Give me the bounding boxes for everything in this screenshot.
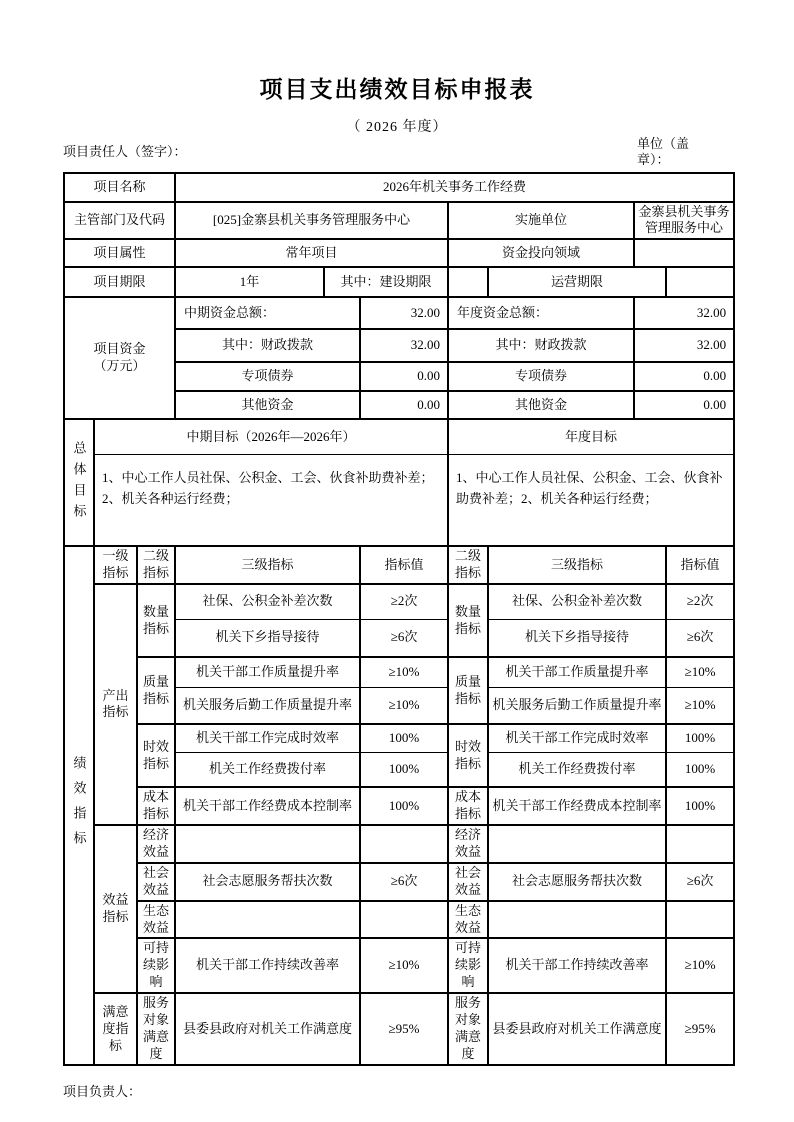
l2-cost-left: 成本指标 (137, 787, 175, 825)
ind-value-left-9 (360, 901, 448, 939)
funding-year-label-3: 其他资金 (448, 391, 634, 419)
signer-label: 项目责任人（签字）： (63, 143, 187, 159)
build-period-value (448, 267, 488, 297)
funding-label-line1: 项目资金 (93, 341, 146, 357)
funding-mid-value-3: 0.00 (360, 391, 448, 419)
perf-section-label (64, 546, 94, 1065)
page-title: 项目支出绩效目标申报表 (259, 76, 535, 102)
project-name-value: 2026年机关事务工作经费 (175, 173, 734, 202)
ind-name-left-7 (175, 825, 360, 863)
ind-name-left-11: 县委县政府对机关工作满意度 (175, 993, 360, 1065)
ind-value-right-9 (666, 901, 734, 939)
funding-mid-value-0: 32.00 (360, 297, 448, 329)
build-period-label: 其中：建设期限 (324, 267, 448, 297)
oper-period-label: 运营期限 (488, 267, 666, 297)
funding-year-value-1: 32.00 (634, 329, 734, 362)
ind-name-right-7 (488, 825, 666, 863)
perf-header-l2-left: 二级指标 (137, 546, 175, 584)
l2-quantity-left: 数量指标 (137, 584, 175, 657)
l2-cost-right: 成本指标 (448, 787, 488, 825)
ind-name-right-3: 机关服务后勤工作质量提升率 (488, 687, 666, 724)
ind-name-left-9 (175, 901, 360, 939)
ind-value-left-7 (360, 825, 448, 863)
invest-field-label: 资金投向领域 (448, 239, 634, 267)
l2-economic-left: 经济效益 (137, 825, 175, 863)
ind-value-left-8: ≥6次 (360, 863, 448, 901)
annual-goal-header: 年度目标 (448, 419, 734, 454)
ind-name-left-2: 机关干部工作质量提升率 (175, 657, 360, 687)
row-goal-texts (64, 454, 734, 546)
ind-name-left-3: 机关服务后勤工作质量提升率 (175, 687, 360, 724)
goals-section-label (64, 419, 94, 546)
perf-header-value-right: 指标值 (666, 546, 734, 584)
ind-value-right-5: 100% (666, 752, 734, 787)
ind-name-right-5: 机关工作经费拨付率 (488, 752, 666, 787)
l2-ecological-right: 生态效益 (448, 901, 488, 939)
ind-value-right-10: ≥10% (666, 938, 734, 993)
funding-label-line2: （万元） (93, 358, 146, 374)
ind-value-right-0: ≥2次 (666, 584, 734, 619)
funding-year-label-0: 年度资金总额： (448, 297, 634, 329)
annual-goal-text: 1、中心工作人员社保、公积金、工会、伙食补助费补差；2、机关各种运行经费； (448, 454, 734, 546)
ind-name-right-9 (488, 901, 666, 939)
row-ind-4 (64, 724, 734, 752)
l2-sustainable-left: 可持续影响 (137, 938, 175, 993)
funding-mid-value-2: 0.00 (360, 362, 448, 391)
row-funding-total (64, 297, 734, 329)
l2-quality-left: 质量指标 (137, 657, 175, 724)
project-manager-label: 项目负责人： (63, 1084, 142, 1100)
row-goal-headers (64, 419, 734, 454)
impl-unit-label: 实施单位 (448, 202, 634, 240)
l2-service-left: 服务对象满意度 (137, 993, 175, 1065)
period-label: 项目期限 (64, 267, 175, 297)
row-ind-7 (64, 825, 734, 863)
l2-timeliness-left: 时效指标 (137, 724, 175, 787)
ind-name-left-5: 机关工作经费拨付率 (175, 752, 360, 787)
ind-value-right-2: ≥10% (666, 657, 734, 687)
ind-value-right-3: ≥10% (666, 687, 734, 724)
row-period (64, 267, 734, 297)
funding-mid-label-3: 其他资金 (175, 391, 360, 419)
row-ind-0 (64, 584, 734, 619)
header-row (63, 136, 733, 169)
ind-value-left-11: ≥95% (360, 993, 448, 1065)
funding-year-value-0: 32.00 (634, 297, 734, 329)
ind-value-left-10: ≥10% (360, 938, 448, 993)
mid-goal-text: 1、中心工作人员社保、公积金、工会、伙食补助费补差；2、机关各种运行经费； (94, 454, 448, 546)
l1-satisfaction-cell: 满意度指标 (94, 993, 137, 1065)
ind-value-right-6: 100% (666, 787, 734, 825)
unit-seal-label: 单位（盖章）： (637, 136, 690, 168)
mid-goal-header: 中期目标（2026年—2026年） (94, 419, 448, 454)
row-ind-8 (64, 863, 734, 901)
ind-value-right-8: ≥6次 (666, 863, 734, 901)
l2-quantity-right: 数量指标 (448, 584, 488, 657)
funding-mid-label-0: 中期资金总额： (175, 297, 360, 329)
dept-code-label: 主管部门及代码 (64, 202, 175, 240)
ind-name-left-6: 机关干部工作经费成本控制率 (175, 787, 360, 825)
attr-label: 项目属性 (64, 239, 175, 267)
l2-social-left: 社会效益 (137, 863, 175, 901)
row-project-name (64, 173, 734, 202)
funding-year-value-2: 0.00 (634, 362, 734, 391)
row-ind-2 (64, 657, 734, 687)
row-perf-header (64, 546, 734, 584)
ind-value-right-7 (666, 825, 734, 863)
funding-mid-value-1: 32.00 (360, 329, 448, 362)
ind-value-right-4: 100% (666, 724, 734, 752)
project-name-label: 项目名称 (64, 173, 175, 202)
perf-header-l3-right: 三级指标 (488, 546, 666, 584)
ind-value-left-3: ≥10% (360, 687, 448, 724)
ind-value-right-1: ≥6次 (666, 619, 734, 657)
ind-name-right-11: 县委县政府对机关工作满意度 (488, 993, 666, 1065)
ind-name-right-4: 机关干部工作完成时效率 (488, 724, 666, 752)
l2-economic-right: 经济效益 (448, 825, 488, 863)
perf-header-l3-left: 三级指标 (175, 546, 360, 584)
funding-mid-label-2: 专项债券 (175, 362, 360, 391)
declaration-form-table (63, 172, 735, 1067)
l2-service-right: 服务对象满意度 (448, 993, 488, 1065)
row-dept (64, 202, 734, 240)
ind-name-left-1: 机关下乡指导接待 (175, 619, 360, 657)
row-ind-6 (64, 787, 734, 825)
ind-name-right-1: 机关下乡指导接待 (488, 619, 666, 657)
perf-section-label-text: 绩效指标 (71, 755, 87, 856)
ind-name-right-10: 机关干部工作持续改善率 (488, 938, 666, 993)
dept-code-value: [025]金寨县机关事务管理服务中心 (175, 202, 448, 240)
l1-output-cell: 产出指标 (94, 584, 137, 825)
l2-timeliness-right: 时效指标 (448, 724, 488, 787)
funding-year-label-2: 专项债券 (448, 362, 634, 391)
attr-value: 常年项目 (175, 239, 448, 267)
perf-header-value-left: 指标值 (360, 546, 448, 584)
row-ind-10 (64, 938, 734, 993)
ind-name-right-0: 社保、公积金补差次数 (488, 584, 666, 619)
perf-header-l1: 一级指标 (94, 546, 137, 584)
ind-name-right-2: 机关干部工作质量提升率 (488, 657, 666, 687)
funding-mid-label-1: 其中：财政拨款 (175, 329, 360, 362)
l2-sustainable-right: 可持续影响 (448, 938, 488, 993)
ind-name-right-6: 机关干部工作经费成本控制率 (488, 787, 666, 825)
ind-value-left-4: 100% (360, 724, 448, 752)
impl-unit-value: 金寨县机关事务管理服务中心 (634, 202, 734, 240)
l2-ecological-left: 生态效益 (137, 901, 175, 939)
ind-name-left-10: 机关干部工作持续改善率 (175, 938, 360, 993)
oper-period-value (666, 267, 734, 297)
ind-value-left-0: ≥2次 (360, 584, 448, 619)
l1-benefit-cell: 效益指标 (94, 825, 137, 993)
row-ind-9 (64, 901, 734, 939)
goals-section-label-text: 总体目标 (71, 440, 87, 525)
ind-value-left-1: ≥6次 (360, 619, 448, 657)
ind-value-right-11: ≥95% (666, 993, 734, 1065)
l2-social-right: 社会效益 (448, 863, 488, 901)
ind-name-left-4: 机关干部工作完成时效率 (175, 724, 360, 752)
perf-header-l2-right: 二级指标 (448, 546, 488, 584)
ind-value-left-6: 100% (360, 787, 448, 825)
ind-name-right-8: 社会志愿服务帮扶次数 (488, 863, 666, 901)
ind-value-left-5: 100% (360, 752, 448, 787)
period-value: 1年 (175, 267, 324, 297)
l2-quality-right: 质量指标 (448, 657, 488, 724)
funding-year-value-3: 0.00 (634, 391, 734, 419)
page-subtitle: （ 2026 年度） (346, 120, 448, 135)
ind-name-left-0: 社保、公积金补差次数 (175, 584, 360, 619)
funding-year-label-1: 其中：财政拨款 (448, 329, 634, 362)
invest-field-value (634, 239, 734, 267)
ind-name-left-8: 社会志愿服务帮扶次数 (175, 863, 360, 901)
funding-section-label (64, 297, 175, 419)
row-ind-11 (64, 993, 734, 1065)
ind-value-left-2: ≥10% (360, 657, 448, 687)
row-attr (64, 239, 734, 267)
